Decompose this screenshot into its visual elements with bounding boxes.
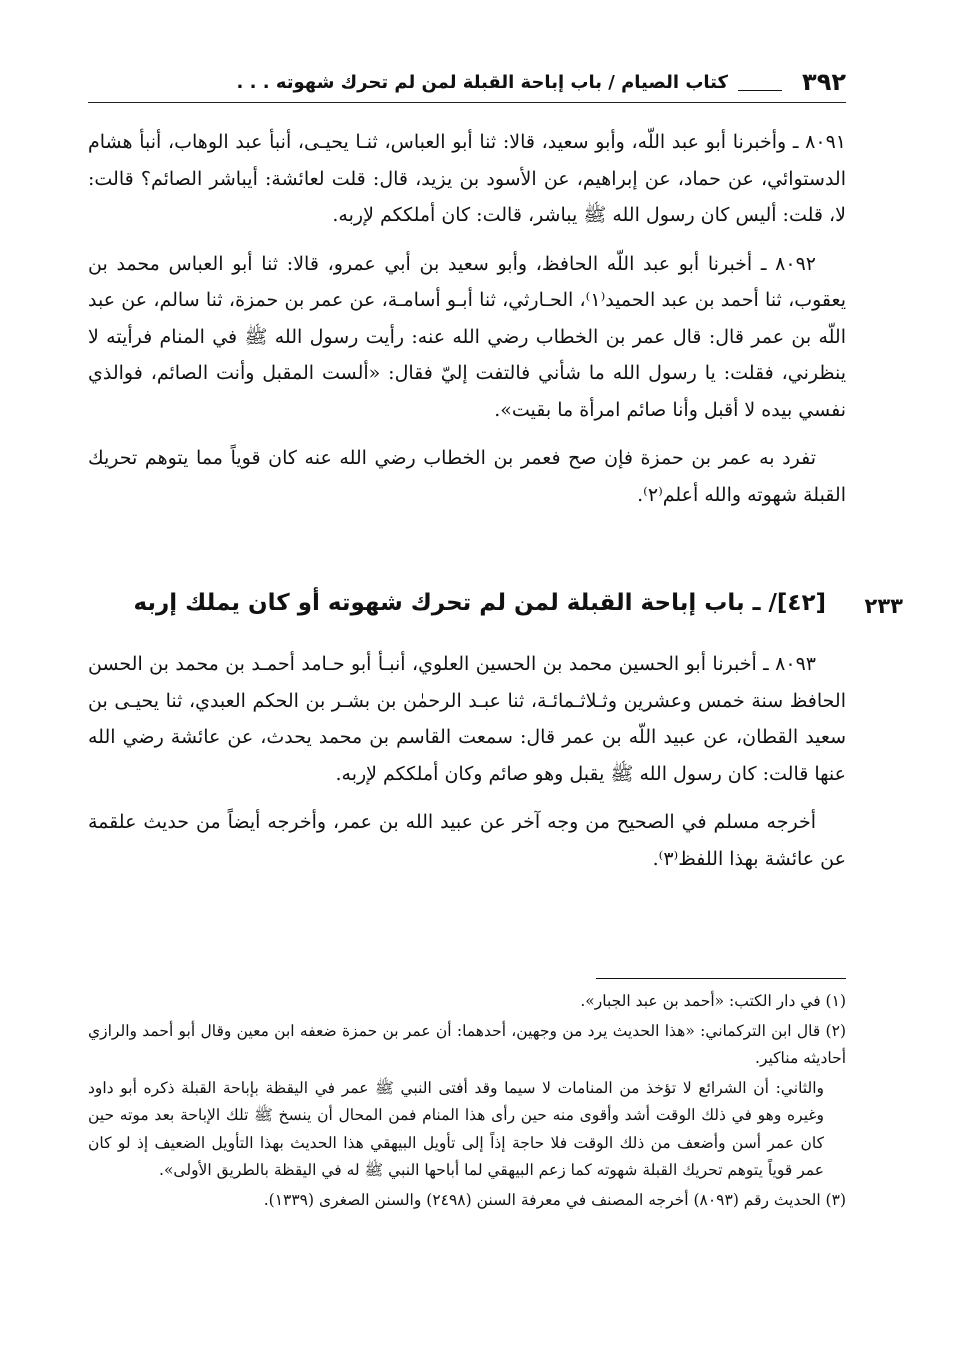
running-title: كتاب الصيام / باب إباحة القبلة لمن لم تحرك شهوته . . .: [236, 72, 728, 93]
footnote-1: (١) في دار الكتب: «أحمد بن عبد الجبار».: [580, 992, 846, 1010]
footnote-2-continuation: والثاني: أن الشرائع لا تؤخذ من المنامات لا سيما وقد أفتى النبي ﷺ عمر في اليقظة بإباحة القبلة ذكره أبو داود وغيره وهو في ذلك الوقت أشد وأقوى منه حين رأى هذا المنام فمن المحال أن ينسخ ﷺ تلك الإباحة بعد موته حين كان عمر أسن وأضعف من ذلك الوقت فلا حاجة إذاً إلى تأويل البيهقي هذا الحديث بهذا التأويل الضعيف إذ لو كان عمر قوياً يتوهم تحريك القبلة شهوته كما زعم البيهقي لما أباحها النبي ﷺ له في اليقظة بالطريق الأولى».: [88, 1078, 824, 1179]
footnotes: [88, 988, 846, 1216]
footnote-2: (٢) قال ابن التركماني: «هذا الحديث يرد من وجهين، أحدهما: أن عمر بن حمزة ضعفه ابن معين وقال أبو أحمد والرازي أحاديثه مناكير.: [88, 1021, 846, 1067]
header-divider: [88, 102, 846, 103]
page-number: ٣٩٢: [802, 68, 846, 96]
chapter-title-row: [88, 588, 903, 632]
marginal-number: ٢٣٣: [864, 594, 903, 618]
hadith-8092: ٨٠٩٢ ـ أخبرنا أبو عبد اللّه الحافظ، وأبو سعيد بن أبي عمرو، قالا: ثنا أبو العباس محمد بن يعقوب، ثنا أحمد بن عبد الحميد⁽١⁾، الحـارثي، ثنا أبـو أسامـة، عن عمر بن حمزة، ثنا سالم، عن عبد اللّه بن عمر قال: قال عمر بن الخطاب رضي الله عنه: رأيت رسول الله ﷺ في المنام فرأيته لا ينظرني، فقلت: يا رسول الله ما شأني فالتفت إليّ فقال: «ألست المقبل وأنت الصائم، فوالذي نفسي بيده لا أقبل وأنا صائم امرأة ما بقيت».: [88, 252, 846, 421]
main-text-upper: [88, 124, 846, 525]
footnote-divider: [596, 978, 846, 979]
takhrij-paragraph: أخرجه مسلم في الصحيح من وجه آخر عن عبيد الله بن عمر، وأخرجه أيضاً من حديث علقمة عن عائشة بهذا اللفظ⁽٣⁾.: [88, 811, 846, 870]
running-header: [88, 66, 846, 106]
chapter-heading: [٤٢]/ ـ باب إباحة القبلة لمن لم تحرك شهوته أو كان يملك إربه: [133, 590, 826, 616]
hadith-8091: ٨٠٩١ ـ وأخبرنا أبو عبد اللّه، وأبو سعيد، قالا: ثنا أبو العباس، ثنـا يحيـى، أنبأ عبد الوهاب، أنبأ هشام الدستوائي، عن حماد، عن إبراهيم، عن الأسود بن يزيد، قال: قلت لعائشة: أيباشر الصائم؟ قالت: لا، قلت: أليس كان رسول الله ﷺ يباشر، قالت: كان أملككم لإربه.: [88, 131, 846, 226]
hadith-8093: ٨٠٩٣ ـ أخبرنا أبو الحسين محمد بن الحسين العلوي، أنبـأ أبو حـامد أحمـد بن محمد بن الحسن الحافظ سنة خمس وعشرين وثـلاثـمائـة، ثنا عبـد الرحمٰن بن بشـر بن الحكم العبدي، ثنا يحيـى بن سعيد القطان، عن عبيد اللّه بن عمر قال: سمعت القاسم بن محمد يحدث، عن عائشة رضي الله عنها قالت: كان رسول الله ﷺ يقبل وهو صائم وكان أملككم لإربه.: [88, 653, 846, 785]
header-dash: [738, 90, 782, 91]
footnote-3: (٣) الحديث رقم (٨٠٩٣) أخرجه المصنف في معرفة السنن (٢٤٩٨) والسنن الصغرى (١٣٣٩).: [263, 1190, 846, 1209]
commentary-paragraph: تفرد به عمر بن حمزة فإن صح فعمر بن الخطاب رضي الله عنه كان قوياً مما يتوهم تحريك القبلة شهوته والله أعلم⁽٢⁾.: [88, 447, 846, 506]
main-text-lower: [88, 646, 846, 889]
